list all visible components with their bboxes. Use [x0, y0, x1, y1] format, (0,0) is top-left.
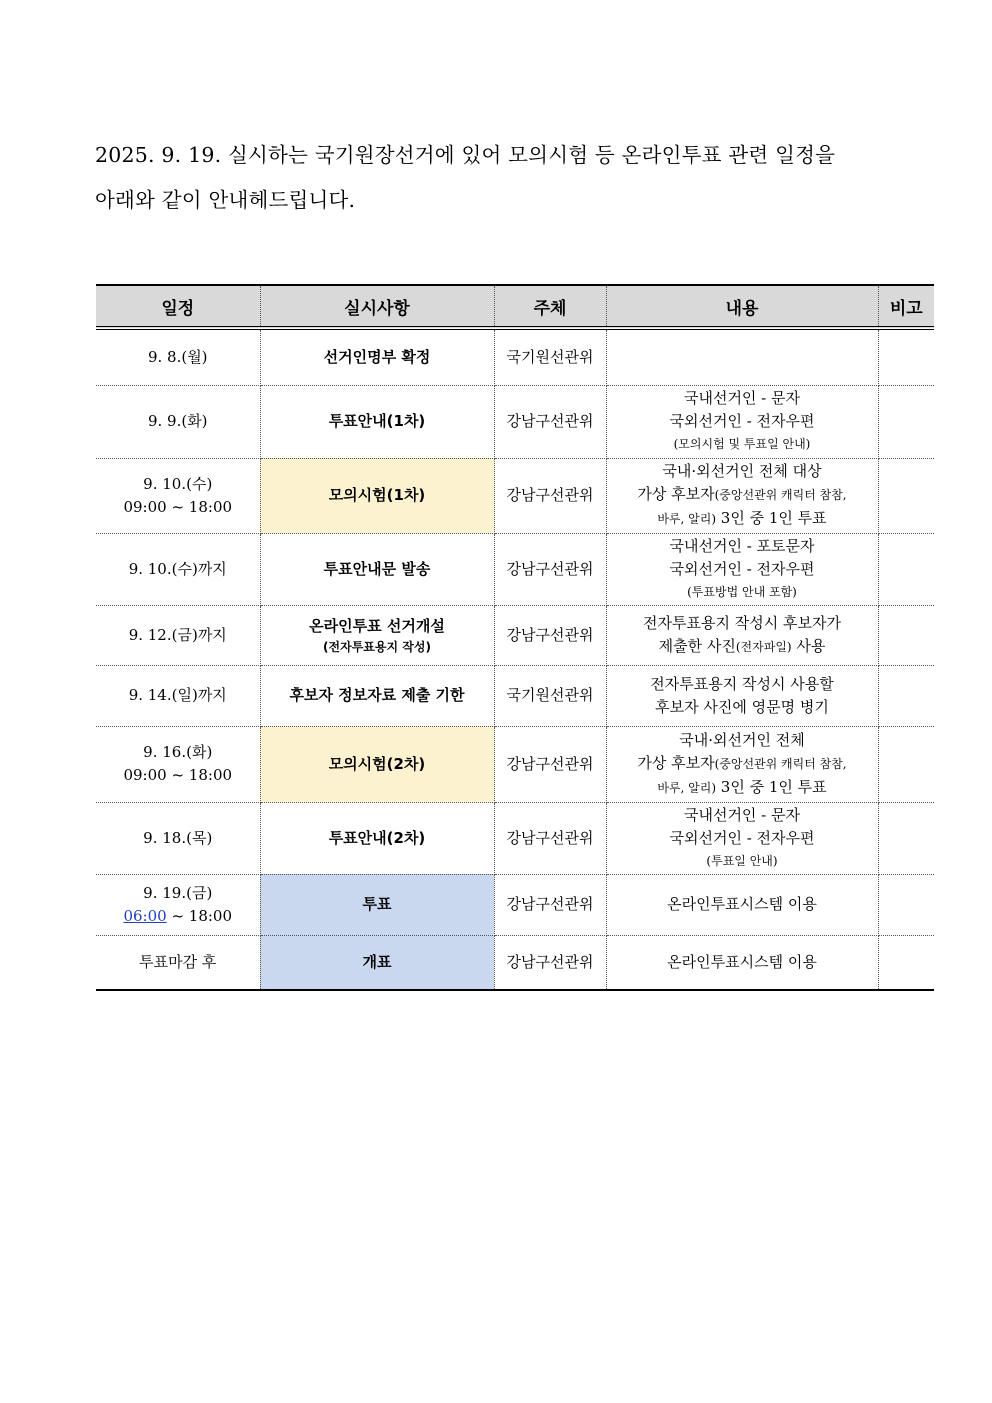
row-org: 강남구선관위 [494, 458, 606, 533]
row-item: 후보자 정보자료 제출 기한 [260, 665, 494, 726]
date-text: 9. 16.(화) [143, 743, 213, 761]
row-note [878, 328, 934, 385]
row-item: 투표안내(2차) [260, 802, 494, 874]
content-part: 바루, 알리) [657, 512, 717, 526]
content-line [609, 507, 876, 531]
row-note [878, 665, 934, 726]
content-part: 3인 중 1인 투표 [716, 509, 827, 527]
row-note [878, 385, 934, 458]
content-line [609, 776, 876, 800]
table-row [96, 385, 934, 458]
date-text: 9. 8.(월) [147, 347, 208, 366]
intro-line-1: 2025. 9. 19. 실시하는 국기원장선거에 있어 모의시험 등 온라인투표 관련 일정을 [95, 143, 836, 167]
header-date: 일정 [96, 285, 260, 328]
row-date [96, 385, 260, 458]
row-org: 강남구선관위 [494, 533, 606, 605]
row-date [96, 935, 260, 990]
row-item: 모의시험(1차) [260, 458, 494, 533]
content-line: 국외선거인 - 전자우편 [669, 559, 815, 578]
row-content [606, 802, 878, 874]
table-row [96, 726, 934, 802]
time-text: 09:00 ~ 18:00 [123, 766, 233, 784]
row-item: 투표안내(1차) [260, 385, 494, 458]
header-note: 비고 [878, 285, 934, 328]
date-text: 9. 12.(금)까지 [128, 625, 227, 644]
row-org: 강남구선관위 [494, 802, 606, 874]
schedule-table [96, 284, 934, 991]
row-note [878, 935, 934, 990]
content-part: (중앙선관위 캐릭터 참참, [714, 488, 847, 502]
row-note [878, 458, 934, 533]
date-text: 9. 10.(수) [143, 474, 213, 493]
row-org: 국기원선관위 [494, 665, 606, 726]
table-header-row [96, 285, 934, 328]
content-part: (중앙선관위 캐릭터 참참, [714, 756, 847, 771]
table-row [96, 874, 934, 935]
row-org: 강남구선관위 [494, 605, 606, 665]
content-line: 국내·외선거인 전체 [679, 730, 805, 749]
row-item: 투표안내문 발송 [260, 533, 494, 605]
content-part: 3인 중 1인 투표 [716, 777, 827, 796]
content-line: 전자투표용지 작성시 사용할 [650, 674, 834, 693]
content-line: 온라인투표시스템 이용 [667, 895, 817, 913]
row-org: 강남구선관위 [494, 935, 606, 990]
intro-line-2: 아래와 같이 안내헤드립니다. [95, 188, 356, 212]
row-note [878, 874, 934, 935]
end-time: ~ 18:00 [166, 906, 233, 925]
content-part: (전자파일) [735, 639, 792, 654]
table-row [96, 935, 934, 990]
header-org: 주체 [494, 285, 606, 328]
content-line [609, 635, 876, 659]
row-date [96, 533, 260, 605]
row-item: 선거인명부 확정 [260, 328, 494, 385]
time-text: 09:00 ~ 18:00 [123, 497, 233, 516]
content-part: 가상 후보자 [637, 753, 715, 772]
content-line: 국내선거인 - 문자 [683, 805, 801, 824]
header-item: 실시사항 [260, 285, 494, 328]
content-line: 전자투표용지 작성시 후보자가 [643, 613, 841, 632]
date-text: 9. 9.(화) [147, 412, 208, 430]
row-date [96, 328, 260, 385]
row-note [878, 802, 934, 874]
row-content [606, 328, 878, 385]
content-line [609, 752, 876, 776]
content-line: 국내선거인 - 포토문자 [669, 536, 815, 555]
row-note [878, 726, 934, 802]
row-org: 강남구선관위 [494, 874, 606, 935]
row-date [96, 802, 260, 874]
row-item: 투표 [260, 874, 494, 935]
content-line: 국외선거인 - 전자우편 [669, 412, 815, 430]
content-note: (투표일 안내) [706, 853, 778, 868]
row-content [606, 874, 878, 935]
item-title: 온라인투표 선거개설 [309, 616, 445, 635]
header-content: 내용 [606, 285, 878, 328]
date-text: 9. 19.(금) [143, 883, 213, 902]
content-part: 제출한 사진 [658, 636, 736, 655]
intro-paragraph [95, 133, 925, 223]
table-row [96, 605, 934, 665]
row-date [96, 458, 260, 533]
content-line: 국외선거인 - 전자우편 [669, 828, 815, 847]
row-content [606, 605, 878, 665]
row-date [96, 726, 260, 802]
content-line: 온라인투표시스템 이용 [667, 952, 817, 971]
content-note: (모의시험 및 투표일 안내) [673, 437, 811, 451]
row-date [96, 605, 260, 665]
row-org: 강남구선관위 [494, 385, 606, 458]
row-content [606, 385, 878, 458]
row-date [96, 665, 260, 726]
row-date [96, 874, 260, 935]
table-row [96, 533, 934, 605]
start-time-link: 06:00 [123, 906, 167, 925]
row-org: 강남구선관위 [494, 726, 606, 802]
content-note: (투표방법 안내 포함) [687, 584, 797, 599]
content-part: 바루, 알리) [657, 780, 717, 795]
date-text: 9. 18.(목) [143, 828, 213, 847]
row-org: 국기원선관위 [494, 328, 606, 385]
row-note [878, 533, 934, 605]
time-text [98, 905, 258, 928]
row-note [878, 605, 934, 665]
row-content [606, 665, 878, 726]
content-line [609, 483, 876, 507]
row-content [606, 935, 878, 990]
content-line: 국내선거인 - 문자 [683, 389, 801, 407]
date-text: 9. 14.(일)까지 [128, 686, 227, 704]
row-item: 개표 [260, 935, 494, 990]
table-row [96, 458, 934, 533]
content-part: 가상 후보자 [637, 485, 715, 503]
date-text: 9. 10.(수)까지 [128, 559, 227, 578]
content-line: 국내·외선거인 전체 대상 [662, 462, 822, 480]
item-subtitle: (전자투표용지 작성) [323, 639, 431, 654]
table-row [96, 328, 934, 385]
content-line: 후보자 사진에 영문명 병기 [655, 697, 829, 716]
content-part: 사용 [791, 636, 826, 655]
table-row [96, 665, 934, 726]
table-row [96, 802, 934, 874]
row-content [606, 458, 878, 533]
row-content [606, 726, 878, 802]
date-text: 투표마감 후 [139, 952, 217, 971]
row-content [606, 533, 878, 605]
row-item [260, 605, 494, 665]
row-item: 모의시험(2차) [260, 726, 494, 802]
